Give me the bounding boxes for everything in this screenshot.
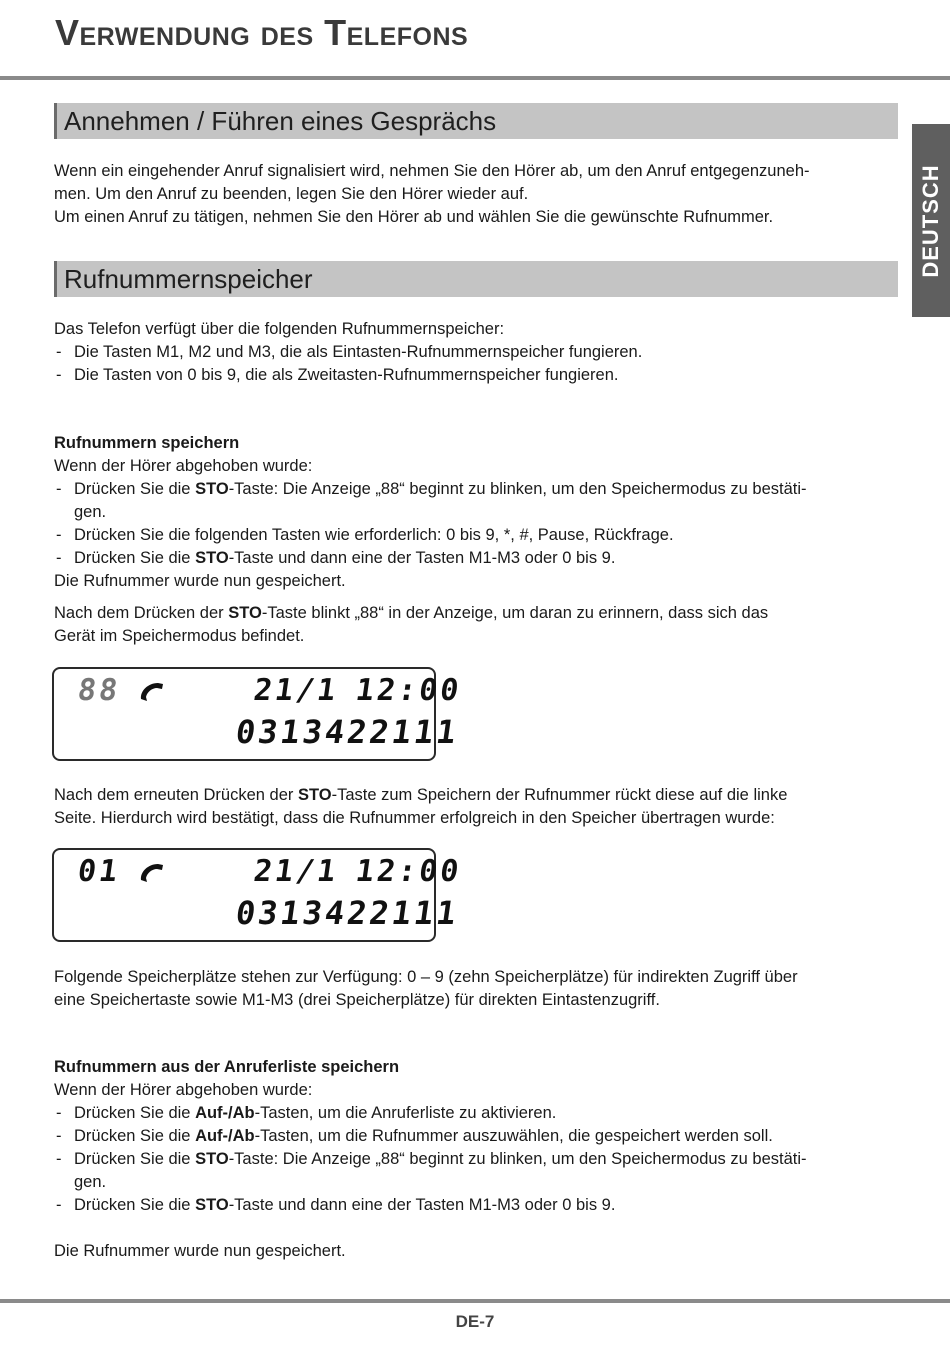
- phone-handset-icon: [138, 860, 166, 884]
- answering-paragraph: [54, 160, 899, 229]
- section-heading-memory: Rufnummernspeicher: [54, 261, 898, 297]
- text-fragment: -Taste zum Speichern der Rufnummer rückt diese auf die linke: [331, 786, 788, 804]
- callerlist-instructions: [54, 1056, 899, 1263]
- list-item: [54, 1194, 899, 1217]
- list-item: [54, 547, 899, 570]
- step-text: -Taste: Die Anzeige „88“ beginnt zu blinken, um den Speichermodus zu bestäti-: [228, 1150, 807, 1168]
- memory-intro: [54, 318, 899, 387]
- text-line: Das Telefon verfügt über die folgenden Rufnummernspeicher:: [54, 320, 505, 338]
- text-fragment: Nach dem erneuten Drücken der: [54, 786, 298, 804]
- footer-divider: [0, 1299, 950, 1303]
- lcd-display-blinking: [52, 667, 464, 761]
- page-number: DE-7: [455, 1312, 495, 1331]
- lcd-time: 12:00: [353, 673, 464, 708]
- subheading-callerlist: Rufnummern aus der Anruferliste speichern: [54, 1058, 400, 1076]
- language-tab-label: DEUTSCH: [918, 163, 943, 278]
- list-item: [54, 524, 899, 547]
- text-line: [54, 784, 899, 807]
- step-text: Drücken Sie die: [74, 1150, 196, 1168]
- section-heading-answering: Annehmen / Führen eines Gesprächs: [54, 103, 898, 139]
- key-name: STO: [195, 1196, 229, 1214]
- step-text: -Tasten, um die Anruferliste zu aktivieren.: [254, 1104, 557, 1122]
- text-line: Um einen Anruf zu tätigen, nehmen Sie den Hörer ab und wählen Sie die gewünschte Rufnummer.: [54, 208, 774, 226]
- lcd-memory-slot: 01: [75, 854, 123, 889]
- list-item: [54, 1102, 899, 1125]
- text-line: eine Speichertaste sowie M1-M3 (drei Speicherplätze) für direkten Eintastenzugriff.: [54, 991, 660, 1009]
- list-item: - Die Tasten M1, M2 und M3, die als Eintasten-Rufnummernspeicher fungieren.: [54, 341, 899, 364]
- key-name: STO: [228, 604, 262, 622]
- text-line: Folgende Speicherplätze stehen zur Verfügung: 0 – 9 (zehn Speicherplätze) für indirekten Zugriff über: [54, 968, 798, 986]
- memory-list: [54, 341, 899, 387]
- phone-handset-icon: [138, 679, 166, 703]
- key-name: Auf-/Ab: [195, 1127, 255, 1145]
- key-name: STO: [195, 480, 229, 498]
- key-name: Auf-/Ab: [195, 1104, 255, 1122]
- key-name: STO: [195, 1150, 229, 1168]
- text-fragment: -Taste blinkt „88“ in der Anzeige, um daran zu erinnern, dass sich das: [261, 604, 769, 622]
- lcd-date: 21/1: [251, 673, 341, 708]
- lcd-phone-number: 0313422111: [233, 894, 462, 932]
- store-note: [54, 602, 899, 648]
- step-text: Drücken Sie die: [74, 549, 196, 567]
- lcd-phone-number: 0313422111: [233, 713, 462, 751]
- store-steps: [54, 478, 899, 570]
- store-instructions: [54, 432, 899, 593]
- text-line: Die Rufnummer wurde nun gespeichert.: [54, 1242, 346, 1260]
- title-divider: [0, 76, 950, 80]
- list-item: [54, 1148, 899, 1194]
- text-fragment: Nach dem Drücken der: [54, 604, 229, 622]
- subheading-store: Rufnummern speichern: [54, 434, 240, 452]
- step-text: -Tasten, um die Rufnummer auszuwählen, die gespeichert werden soll.: [254, 1127, 773, 1145]
- step-text: Drücken Sie die folgenden Tasten wie erforderlich: 0 bis 9, *, #, Pause, Rückfrage.: [74, 526, 674, 544]
- text-line: Wenn der Hörer abgehoben wurde:: [54, 457, 313, 475]
- text-line: men. Um den Anruf zu beenden, legen Sie den Hörer wieder auf.: [54, 185, 529, 203]
- lcd-display-saved: [52, 848, 464, 942]
- list-item: [54, 478, 899, 524]
- text-line: [54, 602, 899, 625]
- lcd-date: 21/1: [251, 854, 341, 889]
- text-line: Seite. Hierdurch wird bestätigt, dass die Rufnummer erfolgreich in den Speicher übertragen wurde:: [54, 809, 775, 827]
- step-text: Drücken Sie die: [74, 1196, 196, 1214]
- text-line: Wenn ein eingehender Anruf signalisiert wird, nehmen Sie den Hörer ab, um den Anruf entgegenzuneh-: [54, 162, 810, 180]
- step-text: gen.: [74, 1173, 107, 1191]
- step-text: -Taste und dann eine der Tasten M1-M3 oder 0 bis 9.: [228, 549, 616, 567]
- key-name: STO: [195, 549, 229, 567]
- step-text: gen.: [74, 503, 107, 521]
- step-text: -Taste: Die Anzeige „88“ beginnt zu blinken, um den Speichermodus zu bestäti-: [228, 480, 807, 498]
- lcd-time: 12:00: [353, 854, 464, 889]
- text-line: Die Rufnummer wurde nun gespeichert.: [54, 572, 346, 590]
- language-tab: [912, 124, 950, 317]
- list-item: - Die Tasten von 0 bis 9, die als Zweitasten-Rufnummernspeicher fungieren.: [54, 364, 899, 387]
- step-text: Drücken Sie die: [74, 1127, 196, 1145]
- key-name: STO: [297, 786, 332, 804]
- lcd-memory-indicator: 88: [75, 673, 123, 708]
- text-line: Gerät im Speichermodus befindet.: [54, 627, 305, 645]
- text-line: Wenn der Hörer abgehoben wurde:: [54, 1081, 313, 1099]
- step-text: Drücken Sie die: [74, 480, 196, 498]
- step-text: Drücken Sie die: [74, 1104, 196, 1122]
- page-title: Verwendung des Telefons: [55, 12, 469, 53]
- list-item: [54, 1125, 899, 1148]
- step-text: -Taste und dann eine der Tasten M1-M3 oder 0 bis 9.: [228, 1196, 616, 1214]
- memory-slots-paragraph: [54, 966, 899, 1012]
- callerlist-steps: [54, 1102, 899, 1217]
- confirm-paragraph: [54, 784, 899, 830]
